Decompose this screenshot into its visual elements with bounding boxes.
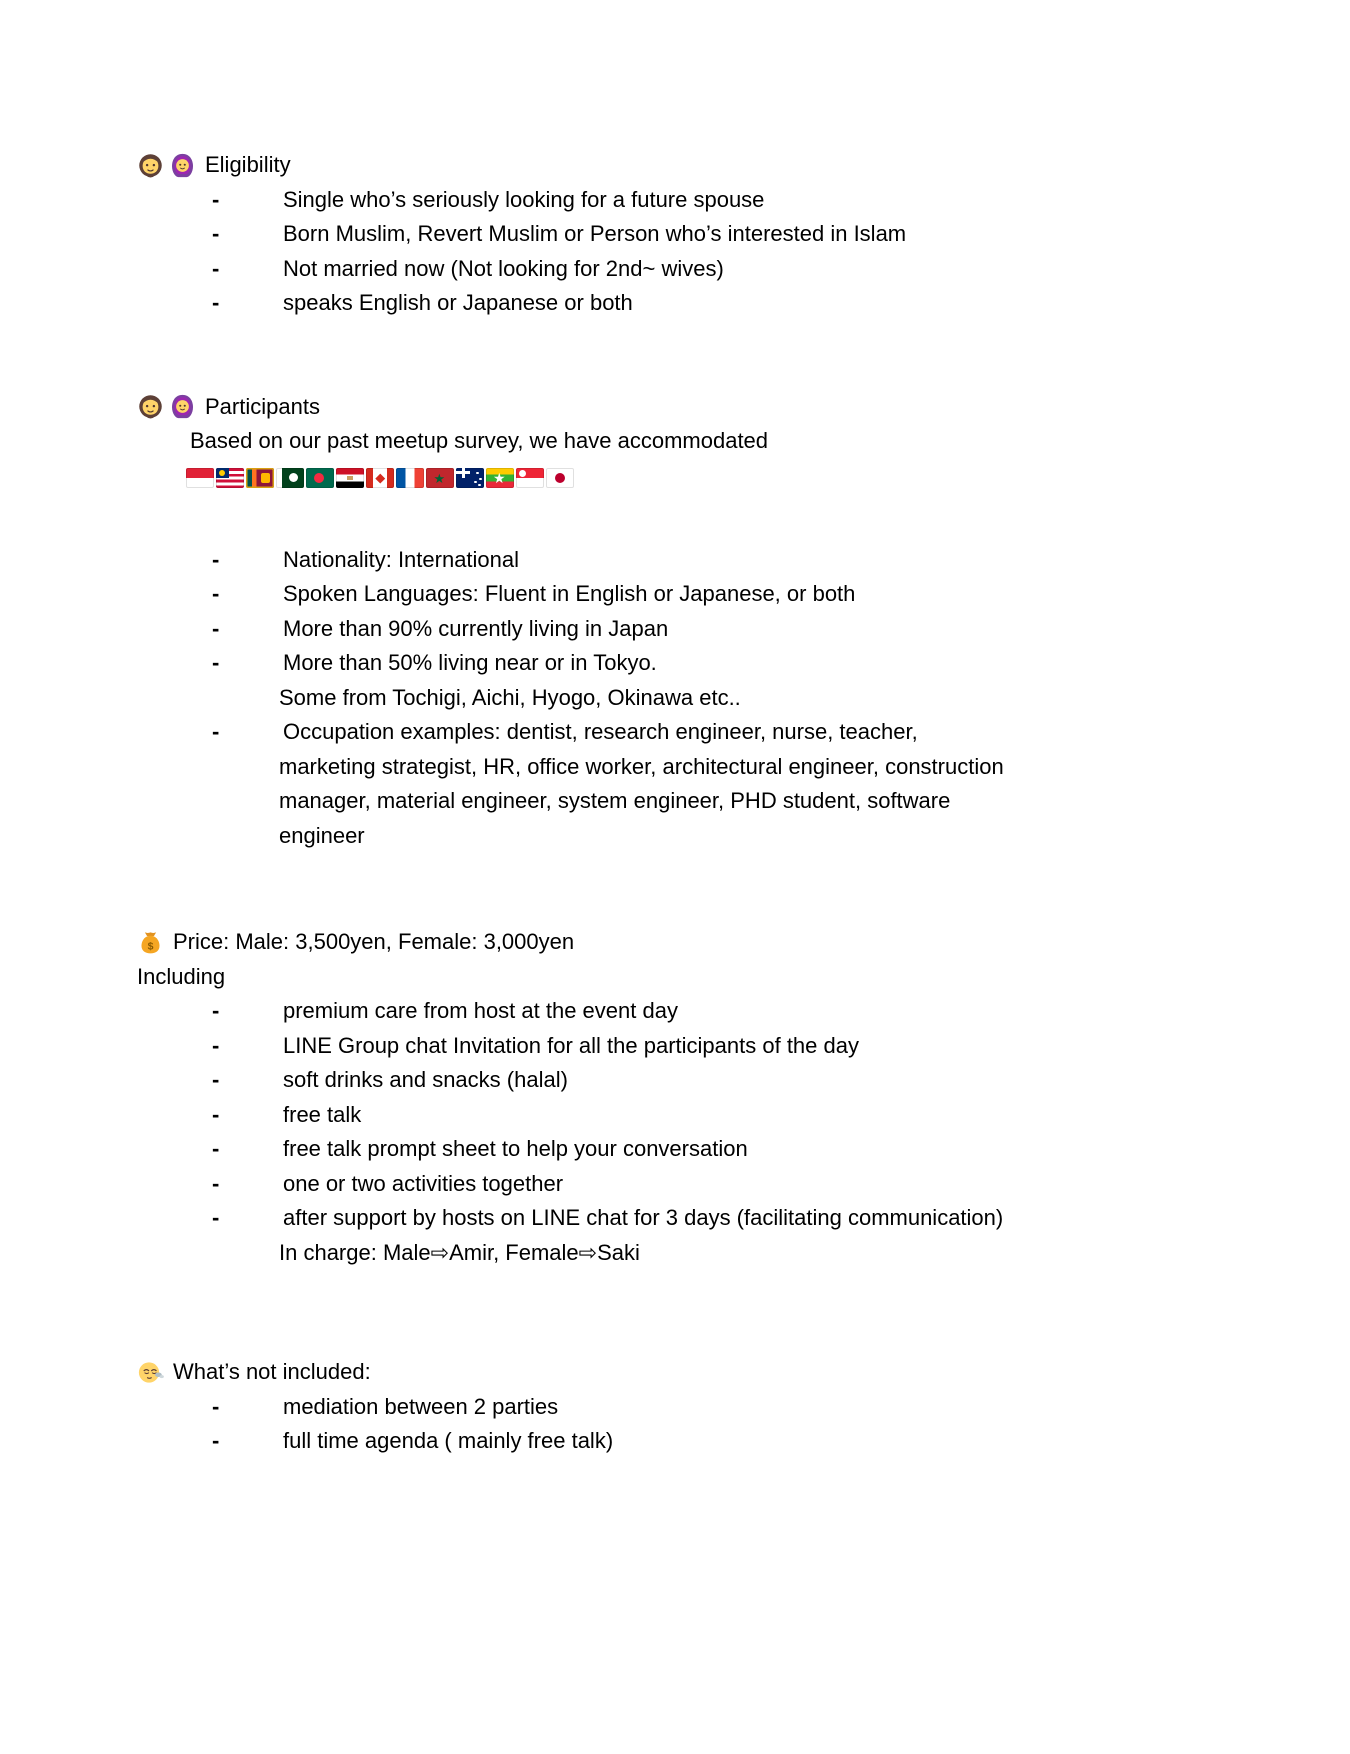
bullet-dash: - — [212, 581, 220, 606]
bullet-dash: - — [212, 1393, 220, 1419]
bullet-text: Single who’s seriously looking for a future spouse — [283, 186, 765, 212]
bullet-lines — [283, 1390, 1250, 1425]
section-not-included — [137, 1355, 1250, 1459]
bullet-dash: - — [212, 255, 220, 281]
bullet-item — [212, 577, 1250, 612]
bullet-item — [212, 1167, 1250, 1202]
bullet-continuation-line: marketing strategist, HR, office worker, architectural engineer, construction — [279, 753, 1004, 779]
bullet-item — [212, 715, 1250, 853]
bullet-text: speaks English or Japanese or both — [283, 290, 633, 315]
bullet-dash: - — [212, 650, 220, 675]
bullet-text: More than 90% currently living in Japan — [283, 615, 669, 641]
bullet-dash: - — [212, 186, 220, 212]
bullet-lines — [283, 1029, 1250, 1064]
bullet-lines — [283, 1063, 1250, 1098]
bullet-continuation-line: Some from Tochigi, Aichi, Hyogo, Okinawa etc.. — [279, 684, 741, 710]
bullet-item — [212, 612, 1250, 647]
bullet-text: premium care from host at the event day — [283, 998, 678, 1023]
participants-intro: Based on our past meetup survey, we have accommodated — [190, 428, 769, 453]
bullet-item — [212, 1098, 1250, 1133]
man-beard-emoji-icon — [137, 152, 164, 179]
participants-title: Participants — [205, 393, 320, 419]
bullet-lines — [283, 543, 1250, 578]
bullet-dash: - — [212, 1428, 220, 1453]
flag-mm-icon — [486, 468, 514, 488]
eligibility-heading — [137, 148, 1250, 183]
man-beard-emoji-icon — [137, 393, 164, 420]
price-line: Price: Male: 3,500yen, Female: 3,000yen — [173, 929, 575, 954]
bullet-lines — [283, 252, 1250, 287]
bullet-item — [212, 1063, 1250, 1098]
bullet-dash: - — [212, 1205, 220, 1230]
bullet-item — [212, 217, 1250, 252]
face-exhaling-emoji-icon — [137, 1359, 164, 1386]
bullet-lines — [283, 1167, 1250, 1202]
flag-bd-icon — [306, 468, 334, 488]
bullet-continuation-line: In charge: Male⇨Amir, Female⇨Saki — [279, 1239, 640, 1265]
bullet-item — [212, 183, 1250, 218]
bullet-text: Nationality: International — [283, 546, 520, 572]
bullet-text: free talk — [283, 1101, 362, 1127]
bullet-lines — [283, 183, 1250, 218]
bullet-item — [212, 286, 1250, 321]
bullet-lines — [283, 1424, 1250, 1459]
bullet-text: Not married now (Not looking for 2nd~ wives) — [283, 255, 724, 281]
bullet-text: LINE Group chat Invitation for all the participants of the day — [283, 1032, 859, 1058]
bullet-item — [212, 1201, 1250, 1270]
section-eligibility — [137, 148, 1250, 321]
bullet-text: soft drinks and snacks (halal) — [283, 1067, 568, 1092]
woman-hijab-emoji-icon — [169, 152, 196, 179]
bullet-dash: - — [212, 1170, 220, 1196]
bullet-dash: - — [212, 290, 220, 315]
section-price — [137, 925, 1250, 1270]
flag-ca-icon — [366, 468, 394, 488]
flag-jp-icon — [546, 468, 574, 488]
bullet-continuation-line: engineer — [279, 822, 365, 848]
bullet-item — [212, 646, 1250, 715]
bullet-text: full time agenda ( mainly free talk) — [283, 1428, 614, 1453]
bullet-item — [212, 543, 1250, 578]
bullet-text: Born Muslim, Revert Muslim or Person who’s interested in Islam — [283, 221, 907, 246]
bullet-dash: - — [212, 1032, 220, 1058]
bullet-lines — [283, 612, 1250, 647]
bullet-item — [212, 994, 1250, 1029]
including-label: Including — [137, 963, 226, 989]
bullet-item — [212, 1132, 1250, 1167]
not-included-list — [212, 1390, 1250, 1459]
bullet-dash: - — [212, 1136, 220, 1161]
bullet-dash: - — [212, 221, 220, 246]
flag-my-icon — [216, 468, 244, 488]
money-bag-emoji-icon — [137, 929, 164, 956]
bullet-dash: - — [212, 1067, 220, 1092]
flag-sg-icon — [516, 468, 544, 488]
bullet-text: Spoken Languages: Fluent in English or Japanese, or both — [283, 581, 856, 606]
flag-eg-icon — [336, 468, 364, 488]
bullet-text: More than 50% living near or in Tokyo. — [283, 650, 657, 675]
bullet-lines — [283, 217, 1250, 252]
woman-hijab-emoji-icon — [169, 393, 196, 420]
bullet-dash: - — [212, 615, 220, 641]
bullet-lines — [283, 994, 1250, 1029]
flag-fr-icon — [396, 468, 424, 488]
svg-text:$: $ — [147, 940, 154, 952]
bullet-item — [212, 1390, 1250, 1425]
bullet-continuation-line: manager, material engineer, system engineer, PHD student, software — [279, 788, 951, 813]
eligibility-list — [212, 183, 1250, 321]
bullet-lines — [283, 1132, 1250, 1167]
including-list — [212, 994, 1250, 1270]
section-participants — [137, 390, 1250, 854]
bullet-lines — [283, 577, 1250, 612]
bullet-item — [212, 1424, 1250, 1459]
bullet-item — [212, 252, 1250, 287]
bullet-lines — [283, 286, 1250, 321]
bullet-text: mediation between 2 parties — [283, 1393, 559, 1419]
bullet-lines — [279, 1201, 1250, 1270]
bullet-item — [212, 1029, 1250, 1064]
bullet-lines — [279, 715, 1250, 853]
bullet-text: after support by hosts on LINE chat for 3 days (facilitating communication) — [283, 1205, 1004, 1230]
bullet-dash: - — [212, 1101, 220, 1127]
eligibility-title: Eligibility — [205, 152, 291, 177]
bullet-dash: - — [212, 719, 220, 744]
flag-lk-icon — [246, 468, 274, 488]
bullet-text: free talk prompt sheet to help your conversation — [283, 1136, 748, 1161]
flag-id-icon — [186, 468, 214, 488]
not-included-heading — [137, 1355, 1250, 1390]
flag-ma-icon — [426, 468, 454, 488]
not-included-title: What’s not included: — [173, 1359, 371, 1384]
participants-list — [212, 543, 1250, 854]
price-heading — [137, 925, 1250, 960]
bullet-lines — [279, 646, 1250, 715]
participants-heading — [137, 390, 1250, 425]
nationality-flags-row — [186, 463, 1250, 493]
flag-au-icon — [456, 468, 484, 488]
bullet-dash: - — [212, 998, 220, 1023]
bullet-lines — [283, 1098, 1250, 1133]
bullet-text: Occupation examples: dentist, research engineer, nurse, teacher, — [283, 719, 918, 744]
bullet-text: one or two activities together — [283, 1170, 564, 1196]
flag-pk-icon — [276, 468, 304, 488]
bullet-dash: - — [212, 546, 220, 572]
